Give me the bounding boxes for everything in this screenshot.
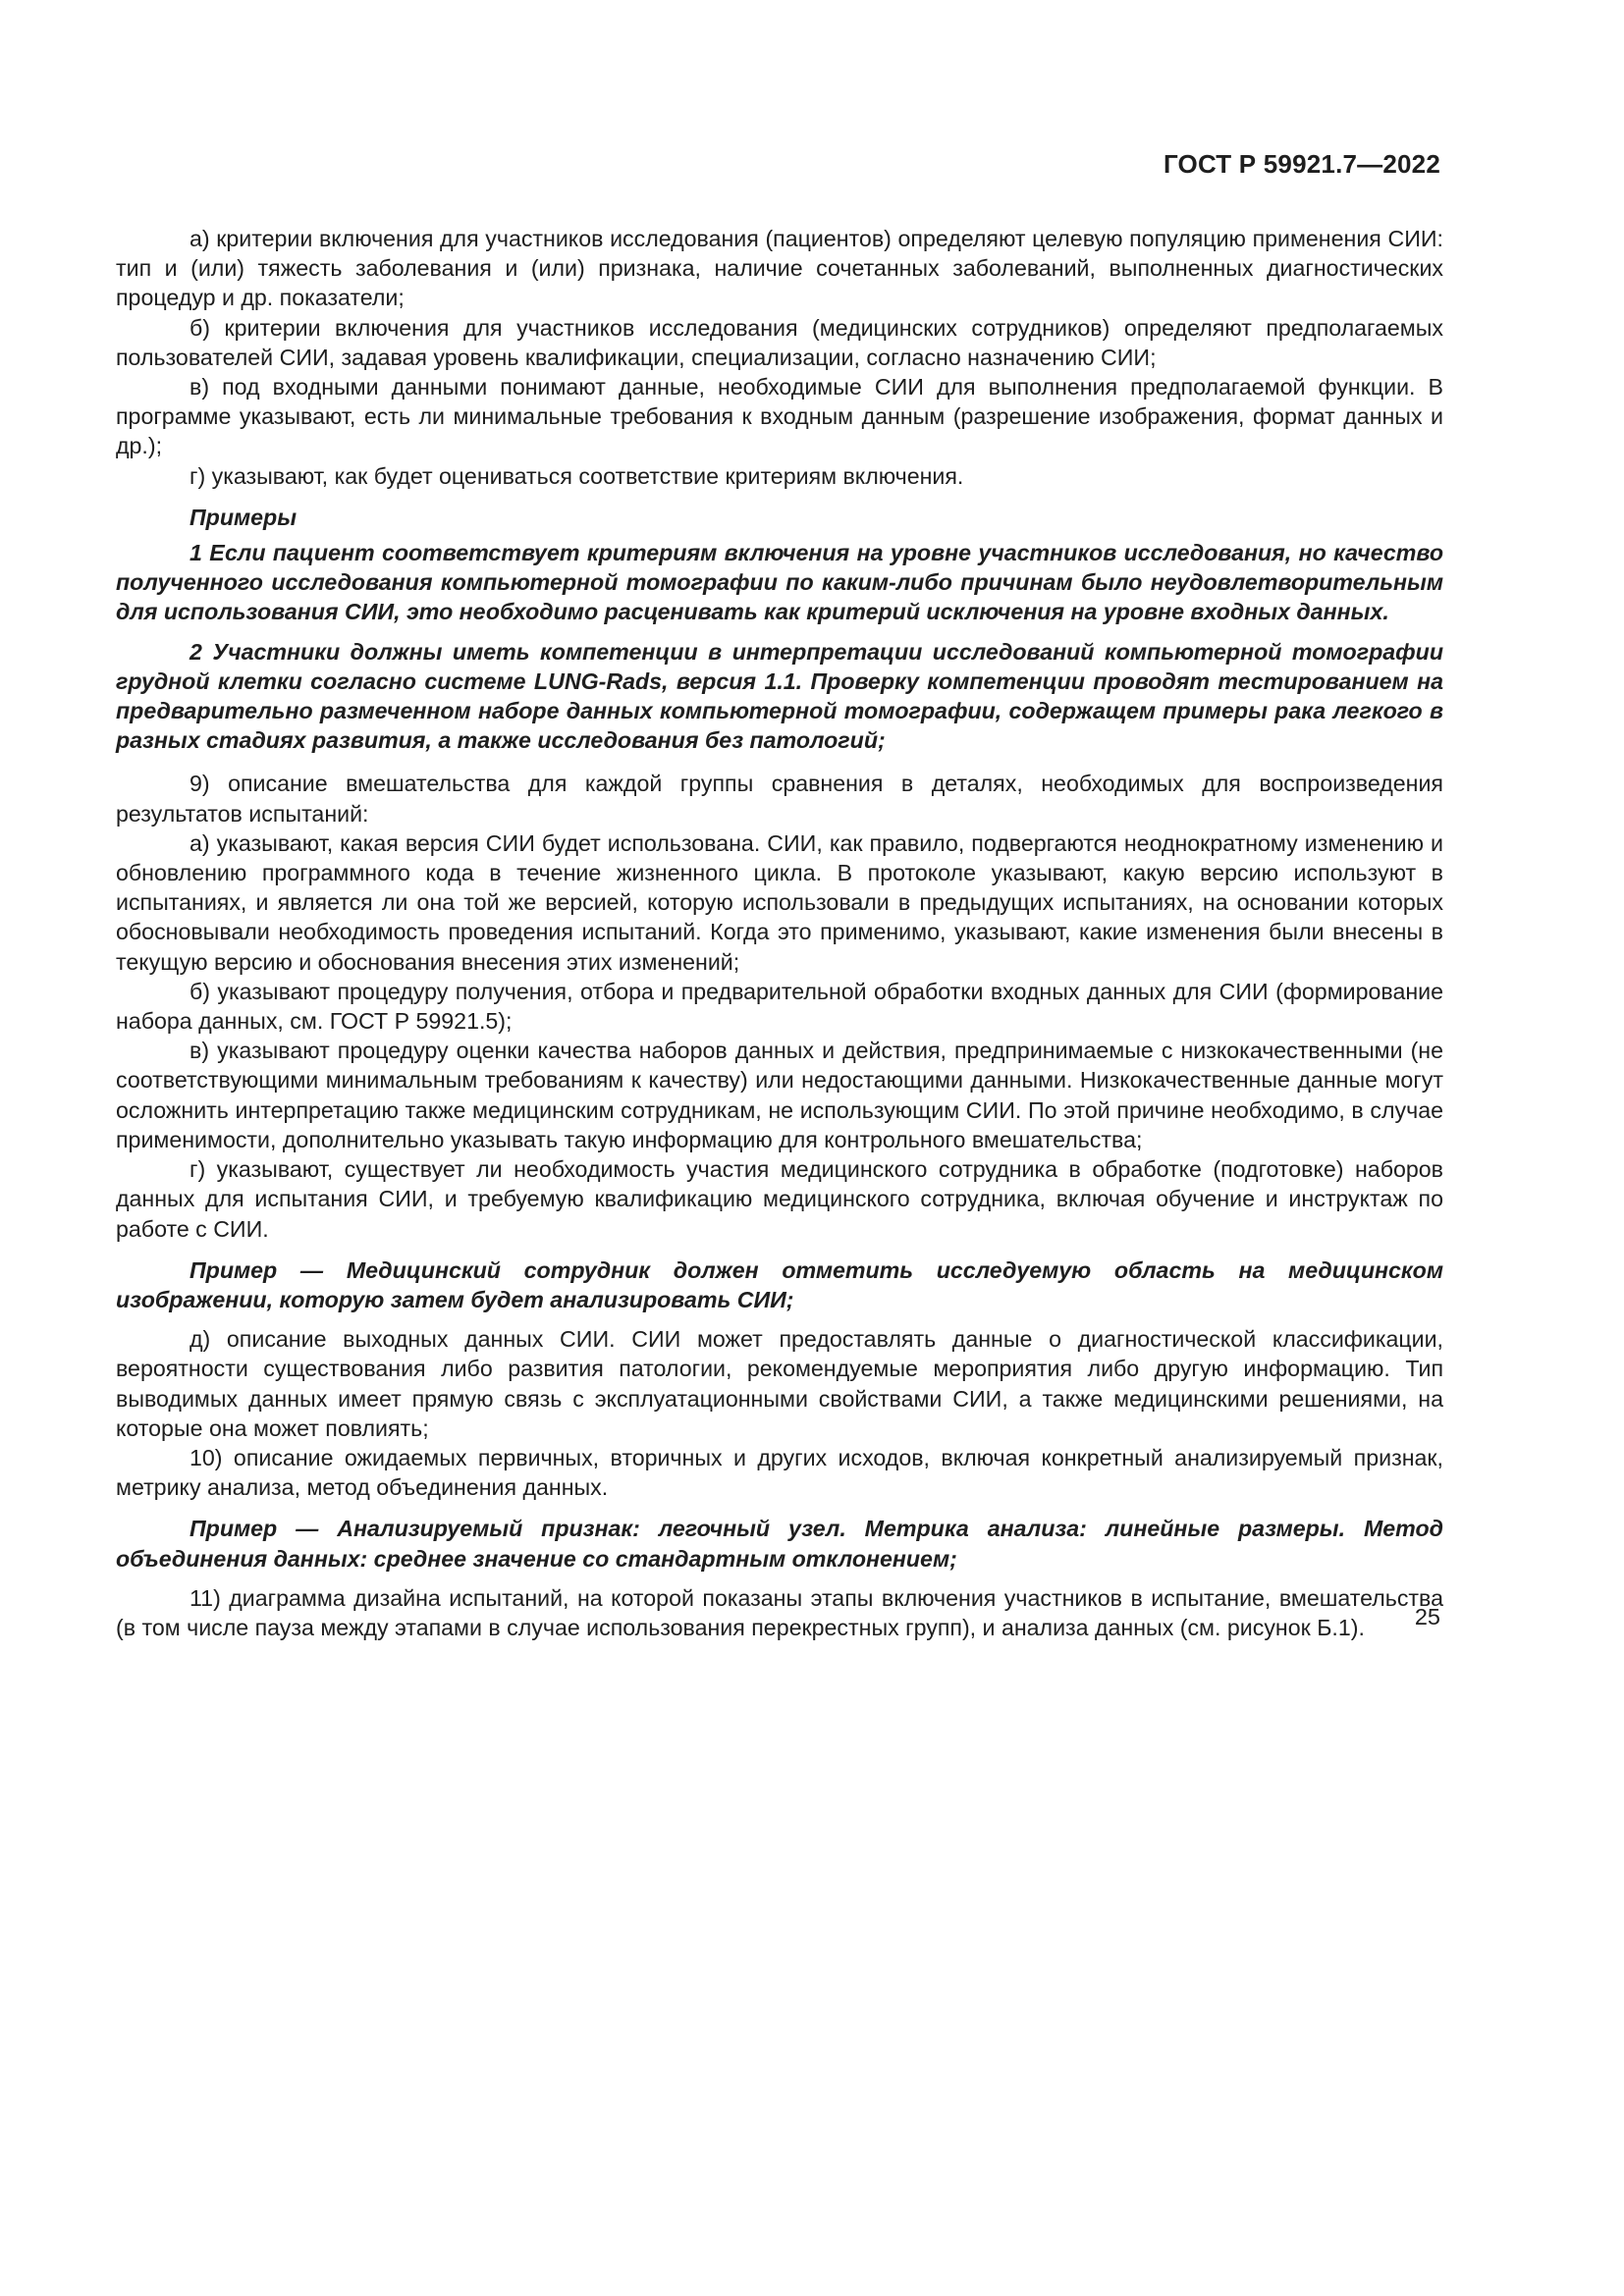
- paragraph-outcomes: 10) описание ожидаемых первичных, вторичных и других исходов, включая конкретный анализируемый признак, метрику анализа, метод объединения данных.: [116, 1444, 1443, 1501]
- document-code-header: ГОСТ Р 59921.7—2022: [1163, 149, 1440, 179]
- example-4: Пример — Анализируемый признак: легочный узел. Метрика анализа: линейные размеры. Метод объединения данных: среднее значение со стандартным отклонением;: [116, 1516, 1443, 1572]
- paragraph-data-quality: в) указывают процедуру оценки качества наборов данных и действия, предпринимаемые с низкокачественными (не соответствующими минимальным требованиям к качеству) или недостающими данными. Низкокачественные данные могут осложнить интерпретацию также медицинским сотрудникам, не использующим СИИ. По этой причине необходимо, в случае применимости, дополнительно указывать такую информацию для контрольного вмешательства;: [116, 1038, 1443, 1152]
- paragraph-criteria-staff: б) критерии включения для участников исследования (медицинских сотрудников) определяют предполагаемых пользователей СИИ, задавая уровень квалификации, специализации, согласно назначению СИИ;: [116, 314, 1443, 370]
- paragraph-ai-version: а) указывают, какая версия СИИ будет использована. СИИ, как правило, подвергаются неоднократному изменению и обновлению программного кода в течение жизненного цикла. В протоколе указывают, какую версию используют в испытаниях, и является ли она той же версией, которую использовали в предыдущих испытаниях, на основании которых обосновывали необходимость проведения испытаний. Когда это применимо, указывают, какие изменения были внесены в текущую версию и обоснования внесения этих изменений;: [116, 829, 1443, 975]
- paragraph-input-data: в) под входными данными понимают данные, необходимые СИИ для выполнения предполагаемой функции. В программе указывают, есть ли минимальные требования к входным данным (разрешение изображения, формат данных и др.);: [116, 374, 1443, 459]
- paragraph-staff-participation: г) указывают, существует ли необходимость участия медицинского сотрудника в обработке (подготовке) наборов данных для испытания СИИ, и требуемую квалификацию медицинского сотрудника, включая обучение и инструктаж по работе с СИИ.: [116, 1156, 1443, 1242]
- paragraph-criteria-evaluation: г) указывают, как будет оцениваться соответствие критериям включения.: [189, 462, 964, 489]
- example-1: 1 Если пациент соответствует критериям включения на уровне участников исследования, но качество полученного исследования компьютерной томографии по каким-либо причинам было неудовлетворительным для использования СИИ, это необходимо расценивать как критерий исключения на уровне входных данных.: [116, 540, 1443, 625]
- examples-heading: Примеры: [189, 504, 298, 530]
- paragraph-criteria-patients: а) критерии включения для участников исследования (пациентов) определяют целевую популяцию применения СИИ: тип и (или) тяжесть заболевания и (или) признака, наличие сочетанных заболеваний, выполненных диагностических процедур и др. показатели;: [116, 226, 1443, 311]
- page-body: [116, 224, 1443, 1642]
- paragraph-output-data: д) описание выходных данных СИИ. СИИ может предоставлять данные о диагностической классификации, вероятности существования либо развития патологии, рекомендуемые мероприятия либо другую информацию. Тип выводимых данных имеет прямую связь с эксплуатационными свойствами СИИ, а также медицинскими решениями, на которые она может повлиять;: [116, 1326, 1443, 1441]
- example-2: 2 Участники должны иметь компетенции в интерпретации исследований компьютерной томографии грудной клетки согласно системе LUNG-Rads, версия 1.1. Проверку компетенции проводят тестированием на предварительно размеченном наборе данных компьютерной томографии, содержащем примеры рака легкого в разных стадиях развития, а также исследования без патологий;: [116, 638, 1443, 754]
- paragraph-data-procedure: б) указывают процедуру получения, отбора и предварительной обработки входных данных для СИИ (формирование набора данных, см. ГОСТ Р 59921.5);: [116, 978, 1443, 1035]
- example-3: Пример — Медицинский сотрудник должен отметить исследуемую область на медицинском изображении, которую затем будет анализировать СИИ;: [116, 1256, 1443, 1312]
- page-number: 25: [1414, 1604, 1440, 1629]
- paragraph-trial-diagram: 11) диаграмма дизайна испытаний, на которой показаны этапы включения участников в испытание, вмешательства (в том числе пауза между этапами в случае использования перекрестных групп), и анализа данных (см. рисунок Б.1).: [116, 1584, 1443, 1640]
- paragraph-intervention-description: 9) описание вмешательства для каждой группы сравнения в деталях, необходимых для воспроизведения результатов испытаний:: [116, 771, 1443, 827]
